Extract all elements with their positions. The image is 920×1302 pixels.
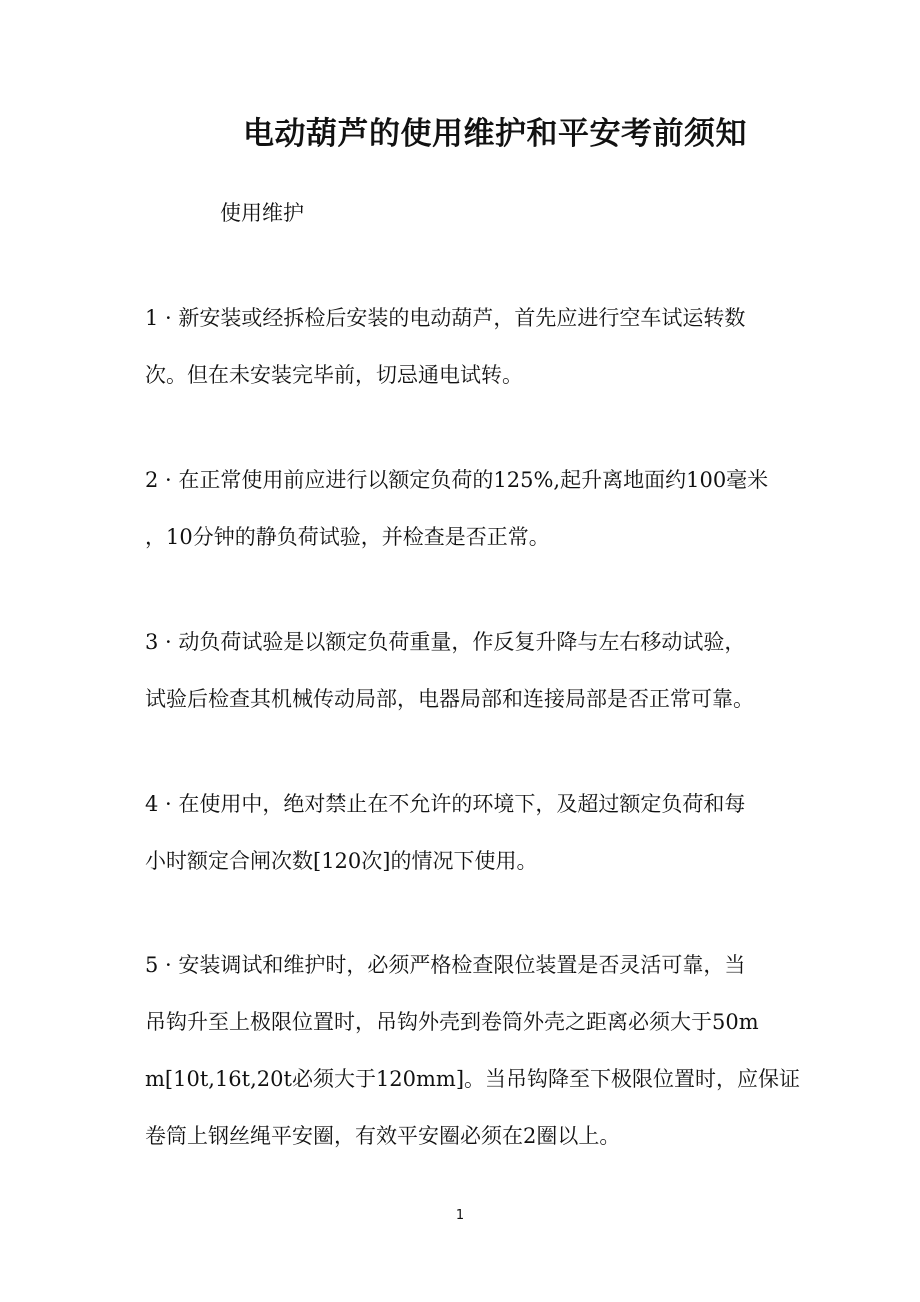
paragraph-line: 试验后检查其机械传动局部，电器局部和连接局部是否正常可靠。 — [145, 687, 754, 711]
paragraph-line: 5 · 安装调试和维护时，必须严格检查限位装置是否灵活可靠，当 — [145, 953, 746, 977]
paragraph-line: 3 · 动负荷试验是以额定负荷重量，作反复升降与左右移动试验， — [145, 630, 746, 654]
page-number: 1 — [455, 1208, 465, 1223]
paragraph-line: ，10分钟的静负荷试验，并检查是否正常。 — [145, 525, 550, 549]
paragraph-3 — [145, 614, 785, 728]
paragraph-line: 小时额定合闸次数[120次]的情况下使用。 — [145, 849, 538, 873]
paragraph-line: 1 · 新安装或经拆检后安装的电动葫芦，首先应进行空车试运转数 — [145, 306, 746, 330]
paragraph-line: m[10t,16t,20t必须大于120mm]。当吊钩降至下极限位置时，应保证 — [145, 1067, 801, 1091]
paragraph-line: 吊钩升至上极限位置时，吊钩外壳到卷筒外壳之距离必须大于50m — [145, 1010, 759, 1034]
document-title: 电动葫芦的使用维护和平安考前须知 — [243, 116, 747, 152]
paragraph-line: 2 · 在正常使用前应进行以额定负荷的125%,起升离地面约100毫米 — [145, 468, 769, 492]
paragraph-5 — [145, 937, 801, 1165]
section-heading: 使用维护 — [220, 201, 304, 225]
paragraph-line: 卷筒上钢丝绳平安圈，有效平安圈必须在2圈以上。 — [145, 1124, 621, 1148]
paragraph-4 — [145, 776, 785, 890]
paragraph-2 — [145, 452, 785, 566]
paragraph-1 — [145, 290, 785, 404]
paragraph-line: 次。但在未安装完毕前，切忌通电试转。 — [145, 363, 523, 387]
paragraph-line: 4 · 在使用中，绝对禁止在不允许的环境下，及超过额定负荷和每 — [145, 792, 746, 816]
